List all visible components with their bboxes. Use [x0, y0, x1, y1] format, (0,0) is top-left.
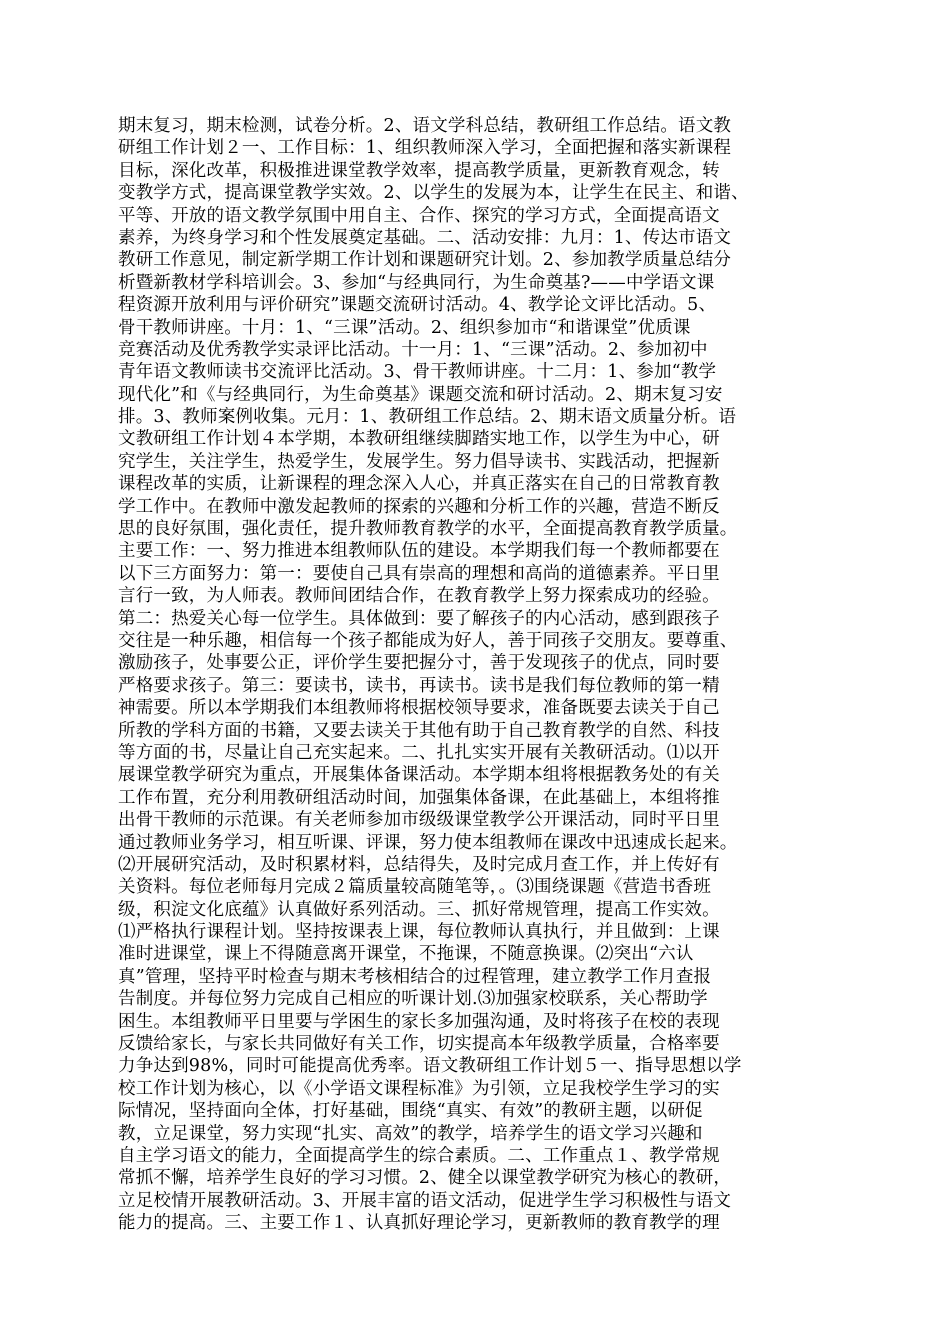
text-line: 关资料。每位老师每月完成２篇质量较高随笔等，。⑶围绕课题《营造书香班 — [118, 877, 712, 898]
text-line: 第二：热爱关心每一位学生。具体做到：要了解孩子的内心活动，感到跟孩子 — [118, 608, 720, 629]
text-line: 出骨干教师的示范课。有关老师参加市级级课堂教学公开课活动，同时平日里 — [118, 810, 720, 831]
text-line: 工作布置，充分利用教研组活动时间，加强集体备课，在此基础上，本组将推 — [118, 787, 720, 808]
text-line: 研组工作计划２一、工作目标：1、组织教师深入学习，全面把握和落实新课程 — [118, 138, 732, 159]
text-line: ⑴严格执行课程计划。坚持按课表上课，每位教师认真执行，并且做到：上课 — [118, 922, 720, 943]
text-line: 青年语文教师读书交流评比活动。3、骨干教师讲座。十二月：1、参加“教学 — [118, 362, 717, 383]
text-line: 困生。本组教师平日里要与学困生的家长多加强沟通，及时将孩子在校的表现 — [118, 1011, 720, 1032]
text-line: 真”管理，坚持平时检查与期末考核相结合的过程管理，建立教学工作月查报 — [118, 966, 712, 987]
text-line: 素养，为终身学习和个性发展奠定基础。二、活动安排：九月：1、传达市语文 — [118, 227, 732, 248]
text-line: 平等、开放的语文教学氛围中用自主、合作、探究的学习方式，全面提高语文 — [118, 205, 720, 226]
text-line: ⑵开展研究活动，及时积累材料，总结得失，及时完成月查工作，并上传好有 — [118, 854, 720, 875]
text-line: 常抓不懈，培养学生良好的学习习惯。2、健全以课堂教学研究为核心的教研， — [118, 1168, 732, 1189]
text-line: 以下三方面努力：第一：要使自己具有崇高的理想和高尚的道德素养。平日里 — [118, 563, 720, 584]
text-line: 展课堂教学研究为重点，开展集体备课活动。本学期本组将根据教务处的有关 — [118, 765, 720, 786]
text-line: 严格要求孩子。第三：要读书，读书，再读书。读书是我们每位教师的第一精 — [118, 675, 720, 696]
text-line: 校工作计划为核心，以《小学语文课程标准》为引领，立足我校学生学习的实 — [118, 1078, 720, 1099]
text-line: 言行一致，为人师表。教师间团结合作，在教育教学上努力探索成功的经验。 — [118, 586, 720, 607]
text-line: 课程改革的实质，让新课程的理念深入人心，并真正落实在自己的日常教育教 — [118, 474, 720, 495]
text-line: 现代化”和《与经典同行，为生命奠基》课题交流和研讨活动。2、期末复习安 — [118, 384, 723, 405]
text-line: 激励孩子，处事要公正，评价学生要把握分寸，善于发现孩子的优点，同时要 — [118, 653, 720, 674]
text-line: 析暨新教材学科培训会。3、参加“与经典同行，为生命奠基?——中学语文课 — [118, 272, 715, 293]
text-line: 学工作中。在教师中激发起教师的探索的兴趣和分析工作的兴趣，营造不断反 — [118, 496, 720, 517]
text-line: 等方面的书，尽量让自己充实起来。二、扎扎实实开展有关教研活动。⑴以开 — [118, 742, 720, 763]
text-line: 排。3、教师案例收集。元月：1、教研组工作总结。2、期末语文质量分析。语 — [118, 407, 737, 428]
text-line: 交往是一种乐趣，相信每一个孩子都能成为好人，善于同孩子交朋友。要尊重、 — [118, 630, 738, 651]
document-body — [118, 115, 838, 1235]
text-line: 力争达到98%，同时可能提高优秀率。语文教研组工作计划５一、指导思想以学 — [118, 1056, 742, 1077]
text-line: 自主学习语文的能力，全面提高学生的综合素质。二、工作重点１、教学常规 — [118, 1145, 720, 1166]
text-line: 期末复习，期末检测，试卷分析。2、语文学科总结，教研组工作总结。语文教 — [118, 116, 732, 136]
text-line: 主要工作：一、努力推进本组教师队伍的建设。本学期我们每一个教师都要在 — [118, 541, 720, 562]
text-line: 告制度。并每位努力完成自己相应的听课计划.⑶加强家校联系，关心帮助学 — [118, 989, 708, 1010]
text-line: 反馈给家长，与家长共同做好有关工作，切实提高本年级教学质量，合格率要 — [118, 1034, 720, 1055]
text-line: 际情况，坚持面向全体，打好基础，围绕“真实、有效”的教研主题，以研促 — [118, 1101, 703, 1122]
text-line: 能力的提高。三、主要工作１、认真抓好理论学习，更新教师的教育教学的理 — [118, 1213, 720, 1234]
text-line: 教，立足课堂，努力实现“扎实、高效”的教学，培养学生的语文学习兴趣和 — [118, 1123, 703, 1144]
text-line: 所教的学科方面的书籍，又要去读关于其他有助于自己教育教学的自然、科技 — [118, 720, 720, 741]
text-line: 准时进课堂，课上不得随意离开课堂，不拖课，不随意换课。⑵突出“六认 — [118, 944, 694, 965]
text-line: 思的良好氛围，强化责任，提升教师教育教学的水平，全面提高教育教学质量。 — [118, 519, 738, 540]
text-line: 立足校情开展教研活动。3、开展丰富的语文活动，促进学生学习积极性与语文 — [118, 1190, 732, 1211]
text-line: 文教研组工作计划４本学期，本教研组继续脚踏实地工作，以学生为中心，研 — [118, 429, 720, 450]
text-line: 目标，深化改革，积极推进课堂教学效率，提高教学质量，更新教育观念，转 — [118, 160, 720, 181]
text-line: 究学生，关注学生，热爱学生，发展学生。努力倡导读书、实践活动，把握新 — [118, 451, 720, 472]
text-line: 竞赛活动及优秀教学实录评比活动。十一月：1、“三课”活动。2、参加初中 — [118, 339, 708, 360]
text-line: 程资源开放利用与评价研究”课题交流研讨活动。4、教学论文评比活动。5、 — [118, 295, 717, 316]
text-line: 教研工作意见，制定新学期工作计划和课题研究计划。2、参加教学质量总结分 — [118, 250, 732, 271]
text-line: 骨干教师讲座。十月：1、“三课”活动。2、组织参加市“和谐课堂”优质课 — [118, 317, 691, 338]
text-line: 级，积淀文化底蕴》认真做好系列活动。三、抓好常规管理，提高工作实效。 — [118, 899, 720, 920]
text-line: 变教学方式，提高课堂教学实效。2、以学生的发展为本，让学生在民主、和谐、 — [118, 183, 749, 204]
text-line: 通过教师业务学习，相互听课、评课，努力使本组教师在课改中迅速成长起来。 — [118, 832, 738, 853]
text-line: 神需要。所以本学期我们本组教师将根据校领导要求，准备既要去读关于自己 — [118, 698, 720, 719]
